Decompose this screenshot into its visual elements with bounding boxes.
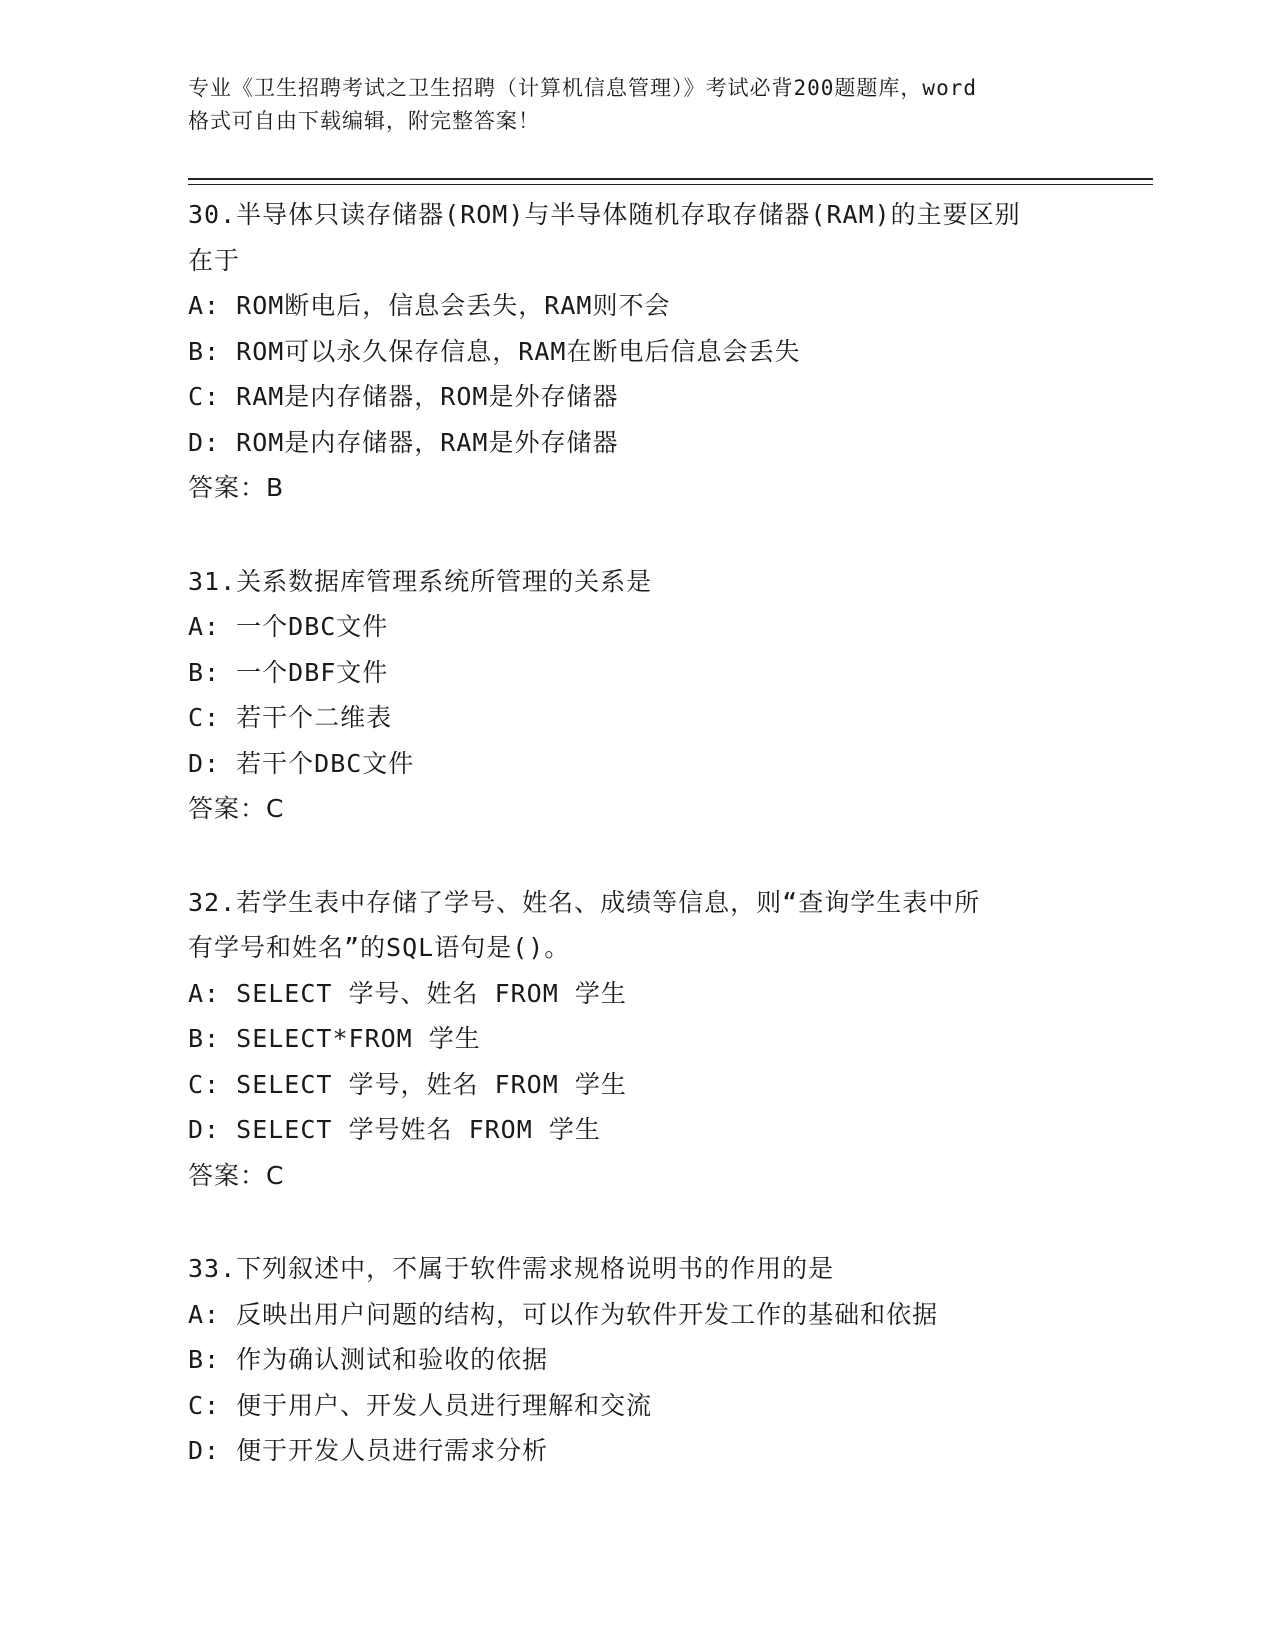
option-a: A: ROM断电后，信息会丢失，RAM则不会 xyxy=(188,291,671,320)
header-line-1: 专业《卫生招聘考试之卫生招聘（计算机信息管理）》考试必背200题题库，word xyxy=(188,76,977,100)
question-33 xyxy=(188,1246,1088,1474)
question-list xyxy=(188,192,1088,1522)
document-header xyxy=(188,72,1088,138)
question-32 xyxy=(188,880,1088,1199)
option-a: A: 一个DBC文件 xyxy=(188,612,389,641)
option-a: A: SELECT 学号、姓名 FROM 学生 xyxy=(188,978,627,1008)
header-divider-thick xyxy=(188,178,1153,180)
option-b: B: 作为确认测试和验收的依据 xyxy=(188,1345,549,1374)
header-line-2: 格式可自由下载编辑，附完整答案！ xyxy=(188,109,540,133)
question-stem: 30.半导体只读存储器(ROM)与半导体随机存取存储器(RAM)的主要区别 xyxy=(188,200,1021,229)
question-stem-continued: 有学号和姓名”的SQL语句是()。 xyxy=(188,933,571,962)
answer-line: 答案：B xyxy=(188,473,285,502)
question-stem-continued: 在于 xyxy=(188,245,241,275)
option-b: B: SELECT*FROM 学生 xyxy=(188,1024,481,1053)
option-c: C: RAM是内存储器，ROM是外存储器 xyxy=(188,382,619,411)
option-d: D: 若干个DBC文件 xyxy=(188,748,415,778)
option-d: D: ROM是内存储器，RAM是外存储器 xyxy=(188,427,619,457)
option-b: B: ROM可以永久保存信息，RAM在断电后信息会丢失 xyxy=(188,336,801,366)
option-b: B: 一个DBF文件 xyxy=(188,657,389,687)
option-d: D: 便于开发人员进行需求分析 xyxy=(188,1436,549,1465)
option-a: A: 反映出用户问题的结构，可以作为软件开发工作的基础和依据 xyxy=(188,1299,939,1329)
option-d: D: SELECT 学号姓名 FROM 学生 xyxy=(188,1115,601,1144)
option-c: C: 便于用户、开发人员进行理解和交流 xyxy=(188,1390,653,1420)
option-c: C: SELECT 学号，姓名 FROM 学生 xyxy=(188,1069,627,1099)
answer-line: 答案：C xyxy=(188,1160,285,1190)
question-31 xyxy=(188,559,1088,832)
question-stem: 32.若学生表中存储了学号、姓名、成绩等信息，则“查询学生表中所 xyxy=(188,887,981,917)
option-c: C: 若干个二维表 xyxy=(188,703,393,732)
header-divider-thin xyxy=(188,184,1153,185)
question-30 xyxy=(188,192,1088,511)
question-stem: 31.关系数据库管理系统所管理的关系是 xyxy=(188,566,653,596)
question-stem: 33.下列叙述中，不属于软件需求规格说明书的作用的是 xyxy=(188,1254,835,1283)
answer-line: 答案：C xyxy=(188,794,285,823)
